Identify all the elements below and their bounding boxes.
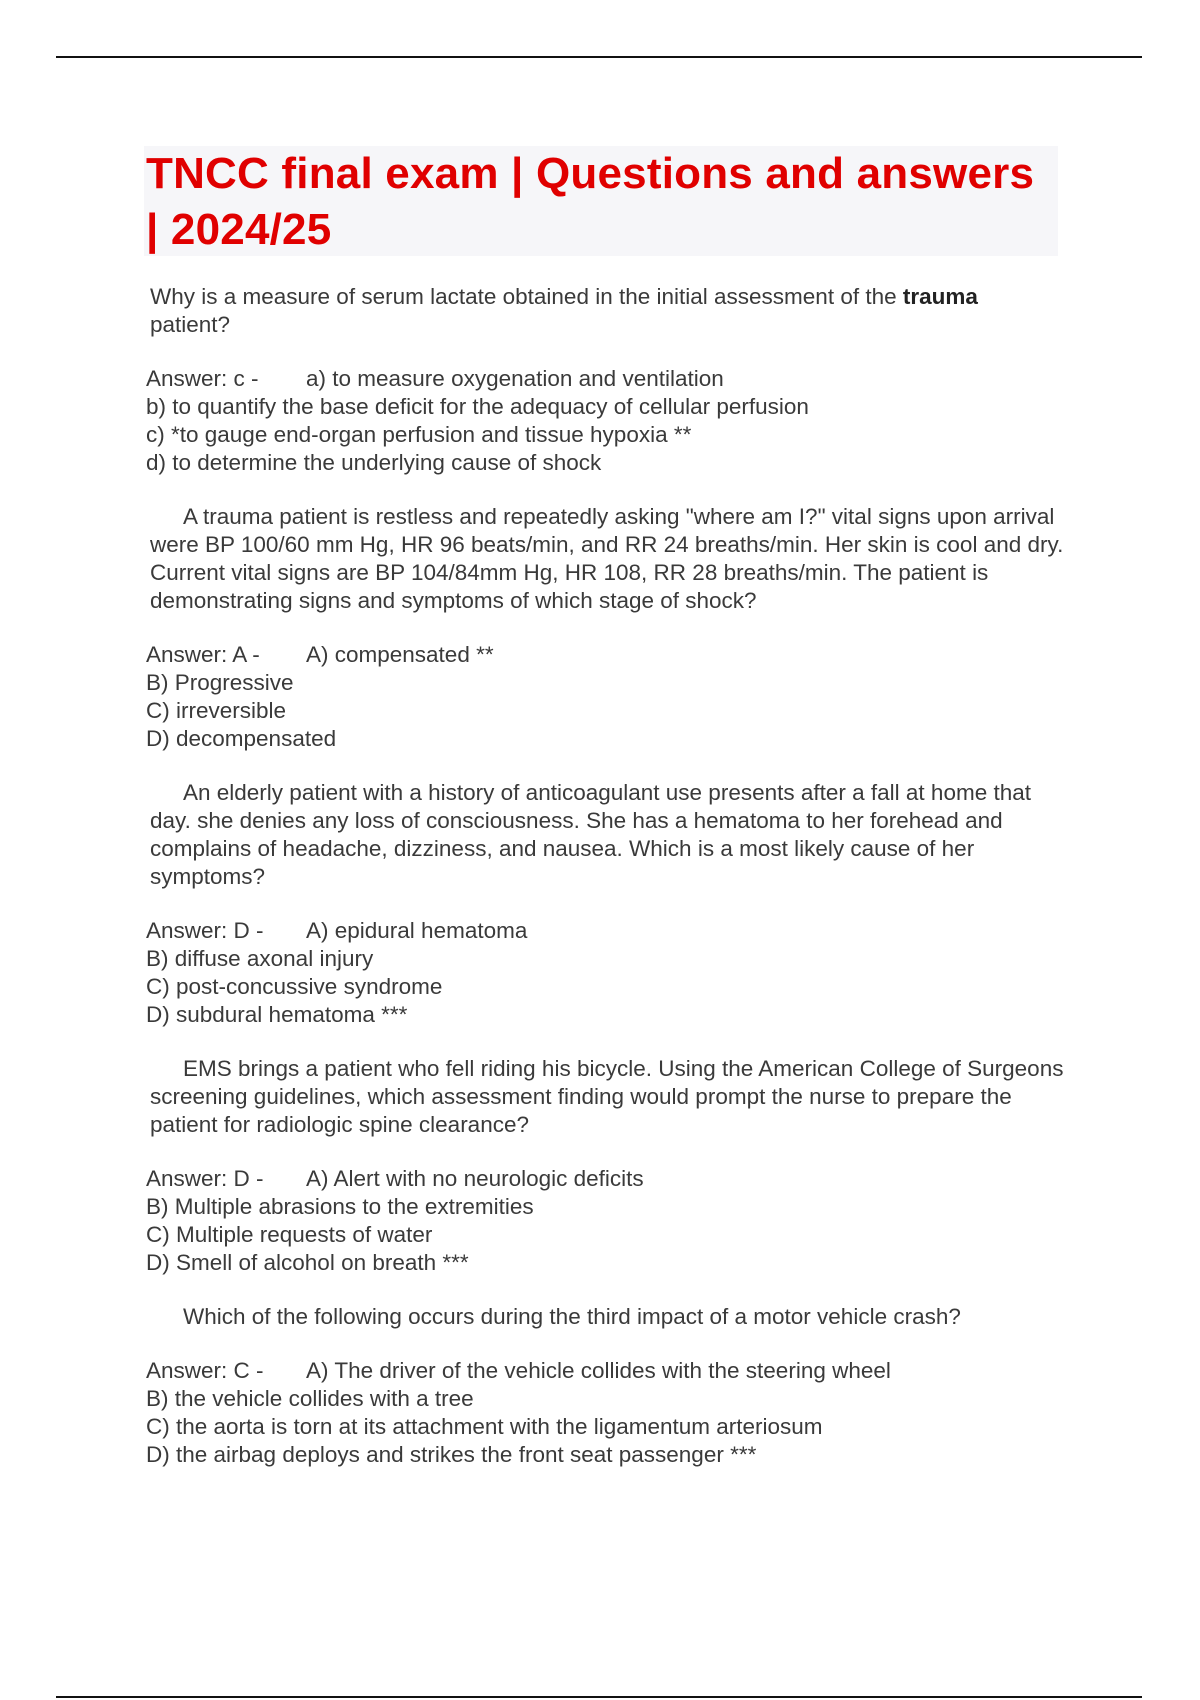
qa-content — [146, 283, 1066, 1495]
option: a) to measure oxygenation and ventilation — [306, 366, 724, 391]
document-title: TNCC final exam | Questions and answers | 2024/25 — [146, 149, 1035, 254]
question-4: EMS brings a patient who fell riding his bicycle. Using the American College of Surgeons screening guidelines, which assessment finding would prompt the nurse to prepare the patient for radiologic spine clearance? — [150, 1056, 1064, 1137]
question-5: Which of the following occurs during the third impact of a motor vehicle crash? — [183, 1304, 961, 1329]
answer-line — [146, 641, 1066, 669]
answer-label: Answer: C - — [146, 1358, 264, 1383]
answer-line — [146, 1165, 1066, 1193]
option: A) epidural hematoma — [306, 918, 528, 943]
question-1-text-end: patient? — [150, 312, 231, 337]
answer-label: Answer: A - — [146, 642, 260, 667]
option: D) decompensated — [146, 726, 337, 751]
answer-label: Answer: c - — [146, 366, 259, 391]
title-box — [144, 146, 1058, 256]
question-1-text: Why is a measure of serum lactate obtained in the initial assessment of the — [150, 284, 903, 309]
answer-block-4 — [146, 1165, 1066, 1277]
answer-block-5 — [146, 1357, 1066, 1469]
question-1 — [146, 283, 1066, 339]
qa-item-5 — [146, 1303, 1066, 1469]
qa-item-2 — [146, 503, 1066, 753]
option: A) The driver of the vehicle collides with the steering wheel — [306, 1358, 891, 1383]
option: B) the vehicle collides with a tree — [146, 1386, 474, 1411]
option: A) compensated ** — [306, 642, 494, 667]
answer-line — [146, 365, 1066, 393]
answer-block-1 — [146, 365, 1066, 477]
answer-block-3 — [146, 917, 1066, 1029]
question-3: An elderly patient with a history of anticoagulant use presents after a fall at home that day. she denies any loss of consciousness. She has a hematoma to her forehead and complains of headache, dizziness, and nausea. Which is a most likely cause of her symptoms? — [150, 780, 1031, 889]
bottom-rule — [56, 1696, 1142, 1698]
option: b) to quantify the base deficit for the adequacy of cellular perfusion — [146, 394, 809, 419]
option: D) the airbag deploys and strikes the front seat passenger *** — [146, 1442, 757, 1467]
answer-block-2 — [146, 641, 1066, 753]
qa-item-4 — [146, 1055, 1066, 1277]
option: D) subdural hematoma *** — [146, 1002, 408, 1027]
option: C) the aorta is torn at its attachment with the ligamentum arteriosum — [146, 1414, 823, 1439]
option: C) Multiple requests of water — [146, 1222, 433, 1247]
question-1-bold-text: trauma — [902, 284, 978, 309]
option: B) Multiple abrasions to the extremities — [146, 1194, 534, 1219]
option: A) Alert with no neurologic deficits — [306, 1166, 644, 1191]
option: c) *to gauge end-organ perfusion and tissue hypoxia ** — [146, 422, 692, 447]
qa-item-3 — [146, 779, 1066, 1029]
qa-item-1 — [146, 283, 1066, 477]
option: B) Progressive — [146, 670, 294, 695]
answer-label: Answer: D - — [146, 1166, 264, 1191]
answer-label: Answer: D - — [146, 918, 264, 943]
question-2: A trauma patient is restless and repeatedly asking "where am I?" vital signs upon arrival were BP 100/60 mm Hg, HR 96 beats/min, and RR 24 breaths/min. Her skin is cool and dry. Current vital signs are BP 104/84mm Hg, HR 108, RR 28 breaths/min. The patient is demonstrating signs and symptoms of which stage of shock? — [150, 504, 1064, 613]
top-rule — [56, 56, 1142, 58]
option: C) irreversible — [146, 698, 287, 723]
option: d) to determine the underlying cause of shock — [146, 450, 602, 475]
answer-line — [146, 917, 1066, 945]
option: D) Smell of alcohol on breath *** — [146, 1250, 469, 1275]
answer-line — [146, 1357, 1066, 1385]
option: C) post-concussive syndrome — [146, 974, 443, 999]
option: B) diffuse axonal injury — [146, 946, 374, 971]
